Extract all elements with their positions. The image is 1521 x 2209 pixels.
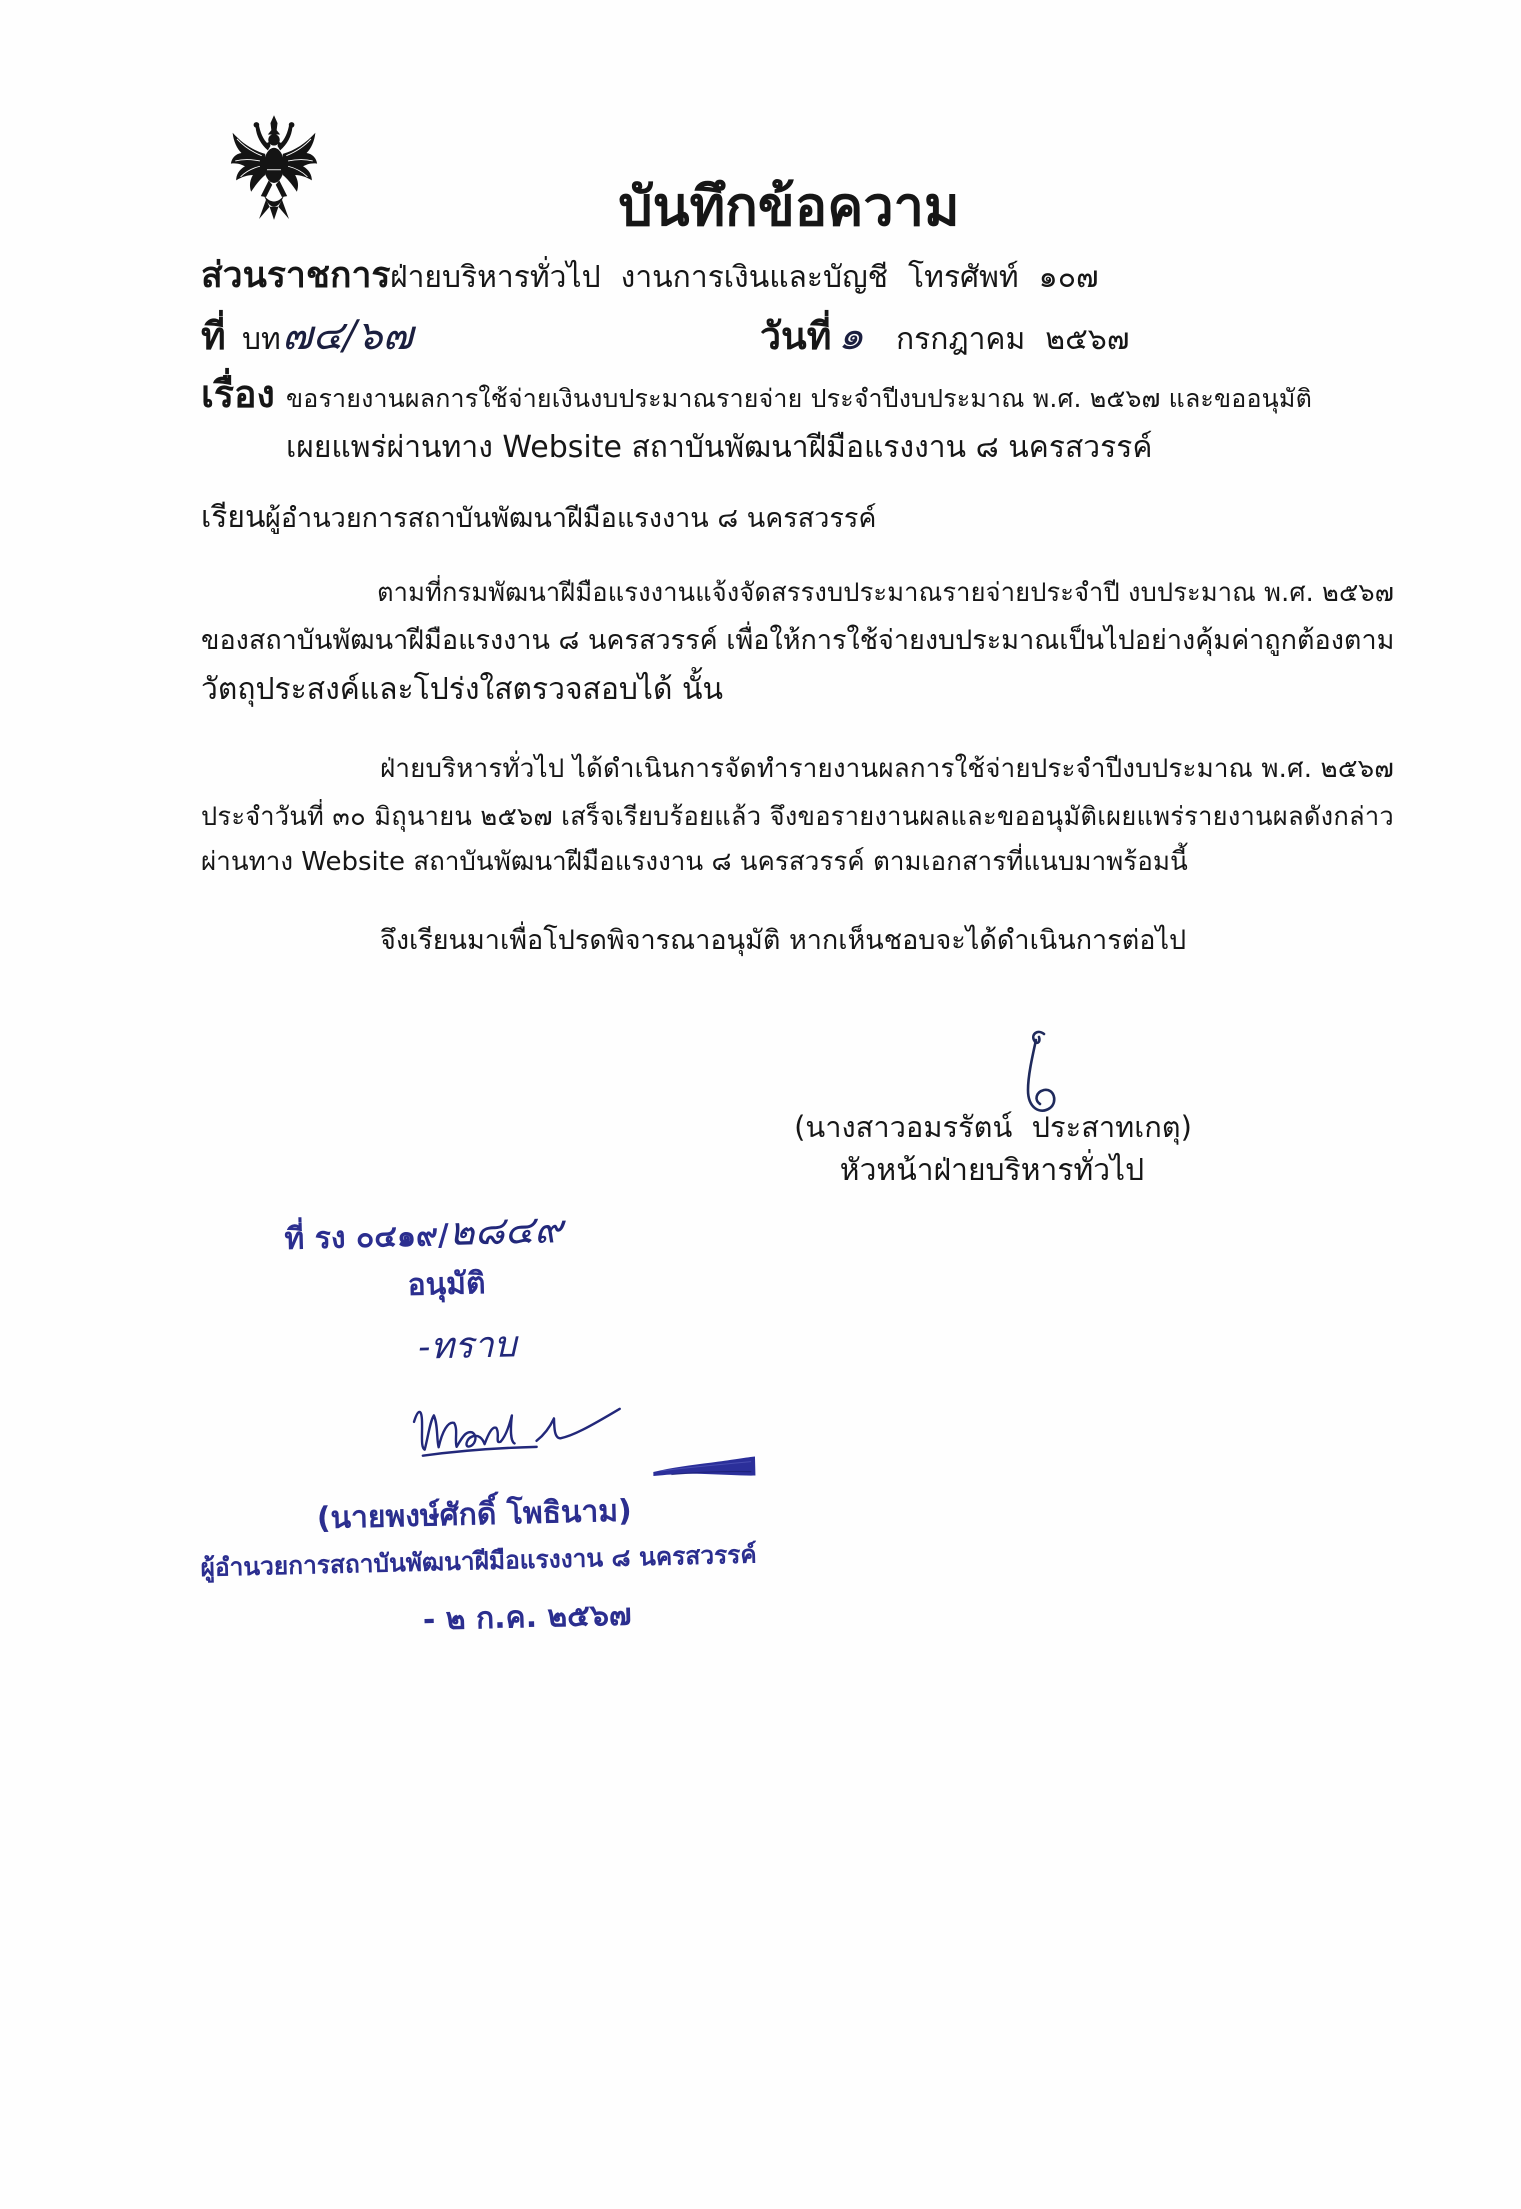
approval-reference-number-handwritten: ๒๘๔๙ [448,1207,564,1255]
garuda-emblem-icon [230,115,318,221]
reference-field [201,308,721,362]
paragraph-line: ตามที่กรมพัฒนาฝีมือแรงงานแจ้งจัดสรรงบประมาณรายจ่ายประจำปี งบประมาณ พ.ศ. ๒๕๖๗ [377,578,1394,608]
subject-line: ขอรายงานผลการใช้จ่ายเงินงบประมาณรายจ่าย ประจำปีงบประมาณ พ.ศ. ๒๕๖๗ และขออนุมัติ [286,384,1312,413]
paragraph-line: วัตถุประสงค์และโปร่งใสตรวจสอบได้ นั้น [201,672,724,707]
agency-value: ฝ่ายบริหารทั่วไป งานการเงินและบัญชี โทรศัพท์ ๑๐๗ [390,260,1099,295]
memo-title: บันทึกข้อความ [618,175,960,238]
director-name: (นายพงษ์ศักดิ์ โพธินาม) [316,1493,633,1537]
salutation [201,496,901,540]
subject-label: เรื่อง [201,372,275,416]
approval-decision: อนุมัติ [407,1266,486,1303]
ink-smudge [651,1453,758,1484]
approval-block [174,1182,805,1657]
sender-position: หัวหน้าฝ่ายบริหารทั่วไป [839,1153,1145,1188]
date-day-handwritten: ๑ [838,311,864,359]
approval-reference: ที่ รง ๐๔๑๙/ [284,1217,450,1257]
sender-name: (นางสาวอมรรัตน์ ประสาทเกตุ) [794,1110,1192,1144]
paragraph-line: ประจำวันที่ ๓๐ มิถุนายน ๒๕๖๗ เสร็จเรียบร้อยแล้ว จึงขอรายงานผลและขออนุมัติเผยแพร่รายงานผลดังกล่าว [201,802,1394,832]
subject-field [201,367,1316,421]
paragraph-line: ของสถาบันพัฒนาฝีมือแรงงาน ๘ นครสวรรค์ เพื่อให้การใช้จ่ายงบประมาณเป็นไปอย่างคุ้มค่าถูกต้องตาม [201,625,1395,656]
approval-note-handwritten: -ทราบ [417,1324,517,1368]
paragraph-line: ผ่านทาง Website สถาบันพัฒนาฝีมือแรงงาน ๘ นครสวรรค์ ตามเอกสารที่แนบมาพร้อมนี้ [201,847,1188,877]
agency-field [201,249,1391,303]
approval-date-stamp: - ๒ ก.ค. ๒๕๖๗ [422,1597,632,1638]
reference-prefix: บท [242,322,281,357]
agency-label: ส่วนราชการ [201,255,391,296]
reference-label: ที่ [201,314,226,358]
date-month-year: กรกฎาคม ๒๕๖๗ [896,322,1130,357]
salutation-recipient: ผู้อำนวยการสถาบันพัฒนาฝีมือแรงงาน ๘ นครสวรรค์ [265,503,877,534]
salutation-label: เรียน [201,500,266,535]
subject-line: เผยแพร่ผ่านทาง Website สถาบันพัฒนาฝีมือแรงงาน ๘ นครสวรรค์ [286,430,1153,465]
paragraph-line: ฝ่ายบริหารทั่วไป ได้ดำเนินการจัดทำรายงานผลการใช้จ่ายประจำปีงบประมาณ พ.ศ. ๒๕๖๗ [380,754,1394,784]
director-position: ผู้อำนวยการสถาบันพัฒนาฝีมือแรงงาน ๘ นครสวรรค์ [200,1539,758,1583]
reference-number-handwritten: ๗๔/๖๗ [282,311,413,359]
director-signature [407,1387,629,1472]
approval-reference-stamp [284,1203,705,1261]
date-label: วันที่ [760,314,832,358]
date-field [760,308,1220,362]
paragraph-line: จึงเรียนมาเพื่อโปรดพิจารณาอนุมัติ หากเห็นชอบจะได้ดำเนินการต่อไป [380,925,1187,956]
